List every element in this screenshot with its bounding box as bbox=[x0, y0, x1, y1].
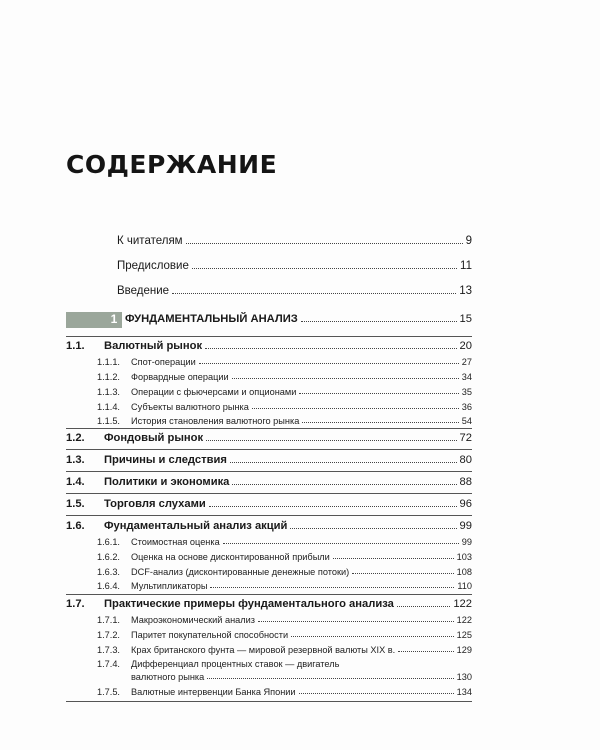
dot-leader bbox=[192, 267, 457, 269]
dot-leader bbox=[302, 421, 458, 423]
entry-page: 122 bbox=[453, 598, 472, 610]
entry-page: 110 bbox=[457, 581, 472, 591]
subsection-number: 1.6.2. bbox=[97, 552, 120, 562]
toc-subsection[interactable] bbox=[97, 402, 472, 412]
chapter-rule bbox=[66, 336, 472, 337]
subsection-title: Валютные интервенции Банка Японии bbox=[131, 687, 296, 697]
entry-page: 134 bbox=[456, 687, 472, 697]
toc-section[interactable] bbox=[66, 340, 472, 352]
section-number: 1.3. bbox=[66, 454, 85, 466]
section-rule bbox=[66, 493, 472, 494]
entry-page: 9 bbox=[465, 235, 472, 247]
subsection-title: История становления валютного рынка bbox=[131, 416, 300, 426]
subsection-number: 1.6.1. bbox=[97, 537, 120, 547]
dot-leader bbox=[199, 362, 459, 364]
entry-page: 11 bbox=[460, 260, 472, 272]
subsection-title: DCF-анализ (дисконтированные денежные потоки) bbox=[131, 567, 350, 577]
entry-page: 35 bbox=[461, 387, 472, 397]
subsection-number: 1.1.1. bbox=[97, 357, 120, 367]
subsection-number: 1.7.4. bbox=[97, 659, 120, 669]
dot-leader bbox=[258, 620, 454, 622]
subsection-title-continued: валютного рынка bbox=[131, 672, 205, 682]
entry-page: 15 bbox=[459, 313, 472, 325]
dot-leader bbox=[252, 407, 459, 409]
entry-page: 54 bbox=[461, 416, 472, 426]
subsection-number: 1.6.4. bbox=[97, 581, 120, 591]
section-number: 1.4. bbox=[66, 476, 85, 488]
section-rule bbox=[66, 594, 472, 595]
subsection-number: 1.7.2. bbox=[97, 630, 120, 640]
subsection-title: Форвардные операции bbox=[131, 372, 229, 382]
subsection-title: Субъекты валютного рынка bbox=[131, 402, 249, 412]
dot-leader bbox=[232, 377, 459, 379]
subsection-number: 1.1.4. bbox=[97, 402, 120, 412]
entry-page: 36 bbox=[461, 402, 472, 412]
toc-entry-front[interactable] bbox=[117, 235, 472, 247]
toc-section[interactable] bbox=[66, 454, 472, 466]
entry-title: Введение bbox=[117, 285, 170, 297]
entry-page: 96 bbox=[459, 498, 472, 510]
toc-section[interactable] bbox=[66, 476, 472, 488]
dot-leader bbox=[186, 242, 463, 244]
dot-leader bbox=[352, 572, 454, 574]
entry-page: 27 bbox=[461, 357, 472, 367]
toc-subsection[interactable] bbox=[97, 416, 472, 426]
toc-subsection[interactable] bbox=[97, 537, 472, 547]
toc-entry-front[interactable] bbox=[117, 285, 472, 297]
dot-leader bbox=[290, 527, 456, 529]
toc-entry-chapter[interactable] bbox=[125, 313, 472, 325]
entry-page: 20 bbox=[459, 340, 472, 352]
entry-page: 125 bbox=[456, 630, 472, 640]
section-number: 1.5. bbox=[66, 498, 85, 510]
entry-page: 130 bbox=[456, 672, 472, 682]
dot-leader bbox=[299, 392, 458, 394]
section-rule bbox=[66, 515, 472, 516]
dot-leader bbox=[398, 650, 453, 652]
section-title: Политики и экономика bbox=[104, 476, 230, 488]
subsection-title: Стоимостная оценка bbox=[131, 537, 220, 547]
dot-leader bbox=[206, 439, 456, 441]
page-title: СОДЕРЖАНИЕ bbox=[66, 150, 278, 179]
section-number: 1.7. bbox=[66, 598, 85, 610]
section-rule bbox=[66, 428, 472, 429]
entry-page: 122 bbox=[456, 615, 472, 625]
section-title: Фондовый рынок bbox=[104, 432, 204, 444]
toc-subsection[interactable] bbox=[97, 645, 472, 655]
entry-page: 103 bbox=[456, 552, 472, 562]
subsection-number: 1.1.3. bbox=[97, 387, 120, 397]
dot-leader bbox=[205, 347, 457, 349]
toc-subsection[interactable] bbox=[97, 630, 472, 640]
dot-leader bbox=[301, 320, 457, 322]
dot-leader bbox=[210, 586, 454, 588]
toc-subsection[interactable] bbox=[97, 357, 472, 367]
toc-subsection[interactable] bbox=[97, 615, 472, 625]
section-rule bbox=[66, 449, 472, 450]
entry-page: 72 bbox=[459, 432, 472, 444]
toc-subsection[interactable] bbox=[97, 581, 472, 591]
section-number: 1.1. bbox=[66, 340, 85, 352]
entry-page: 129 bbox=[456, 645, 472, 655]
dot-leader bbox=[230, 461, 457, 463]
subsection-number: 1.7.3. bbox=[97, 645, 120, 655]
subsection-number: 1.7.5. bbox=[97, 687, 120, 697]
toc-section[interactable] bbox=[66, 598, 472, 610]
subsection-title: Спот-операции bbox=[131, 357, 196, 367]
subsection-number: 1.1.2. bbox=[97, 372, 120, 382]
toc-subsection[interactable] bbox=[97, 372, 472, 382]
subsection-number: 1.1.5. bbox=[97, 416, 120, 426]
dot-leader bbox=[333, 557, 454, 559]
entry-page: 13 bbox=[459, 285, 472, 297]
entry-page: 99 bbox=[459, 520, 472, 532]
toc-subsection[interactable] bbox=[97, 567, 472, 577]
entry-title: К читателям bbox=[117, 235, 183, 247]
subsection-title: Операции с фьючерсами и опционами bbox=[131, 387, 297, 397]
section-number: 1.2. bbox=[66, 432, 85, 444]
subsection-title: Крах британского фунта — мировой резервной валюты XIX в. bbox=[131, 645, 396, 655]
section-number: 1.6. bbox=[66, 520, 85, 532]
dot-leader bbox=[291, 635, 454, 637]
entry-page: 99 bbox=[461, 537, 472, 547]
chapter-title: ФУНДАМЕНТАЛЬНЫЙ АНАЛИЗ bbox=[125, 313, 298, 325]
subsection-title: Мультипликаторы bbox=[131, 581, 208, 591]
toc-subsection-continued[interactable] bbox=[131, 672, 472, 682]
subsection-title: Паритет покупательной способности bbox=[131, 630, 289, 640]
dot-leader bbox=[299, 692, 454, 694]
subsection-title: Макроэкономический анализ bbox=[131, 615, 255, 625]
chapter-number: 1 bbox=[110, 312, 118, 326]
toc-subsection[interactable] bbox=[97, 687, 472, 697]
entry-title: Предисловие bbox=[117, 260, 189, 272]
dot-leader bbox=[223, 542, 459, 544]
subsection-title: Дифференциал процентных ставок — двигатель bbox=[131, 659, 340, 669]
toc-section[interactable] bbox=[66, 498, 472, 510]
entry-page: 34 bbox=[461, 372, 472, 382]
toc-subsection[interactable] bbox=[97, 659, 472, 669]
dot-leader bbox=[209, 505, 457, 507]
toc-entry-front[interactable] bbox=[117, 260, 472, 272]
entry-page: 88 bbox=[459, 476, 472, 488]
section-title: Торговля слухами bbox=[104, 498, 206, 510]
entry-page: 108 bbox=[456, 567, 472, 577]
dot-leader bbox=[397, 605, 450, 607]
toc-subsection[interactable] bbox=[97, 387, 472, 397]
section-rule bbox=[66, 701, 472, 702]
section-title: Причины и следствия bbox=[104, 454, 227, 466]
toc-section[interactable] bbox=[66, 432, 472, 444]
subsection-number: 1.6.3. bbox=[97, 567, 120, 577]
toc-subsection[interactable] bbox=[97, 552, 472, 562]
section-title: Валютный рынок bbox=[104, 340, 203, 352]
dot-leader bbox=[232, 483, 456, 485]
section-rule bbox=[66, 471, 472, 472]
dot-leader bbox=[172, 292, 456, 294]
section-title: Практические примеры фундаментального анализа bbox=[104, 598, 394, 610]
dot-leader bbox=[207, 677, 453, 679]
subsection-title: Оценка на основе дисконтированной прибыли bbox=[131, 552, 330, 562]
entry-page: 80 bbox=[459, 454, 472, 466]
toc-section[interactable] bbox=[66, 520, 472, 532]
section-title: Фундаментальный анализ акций bbox=[104, 520, 288, 532]
subsection-number: 1.7.1. bbox=[97, 615, 120, 625]
